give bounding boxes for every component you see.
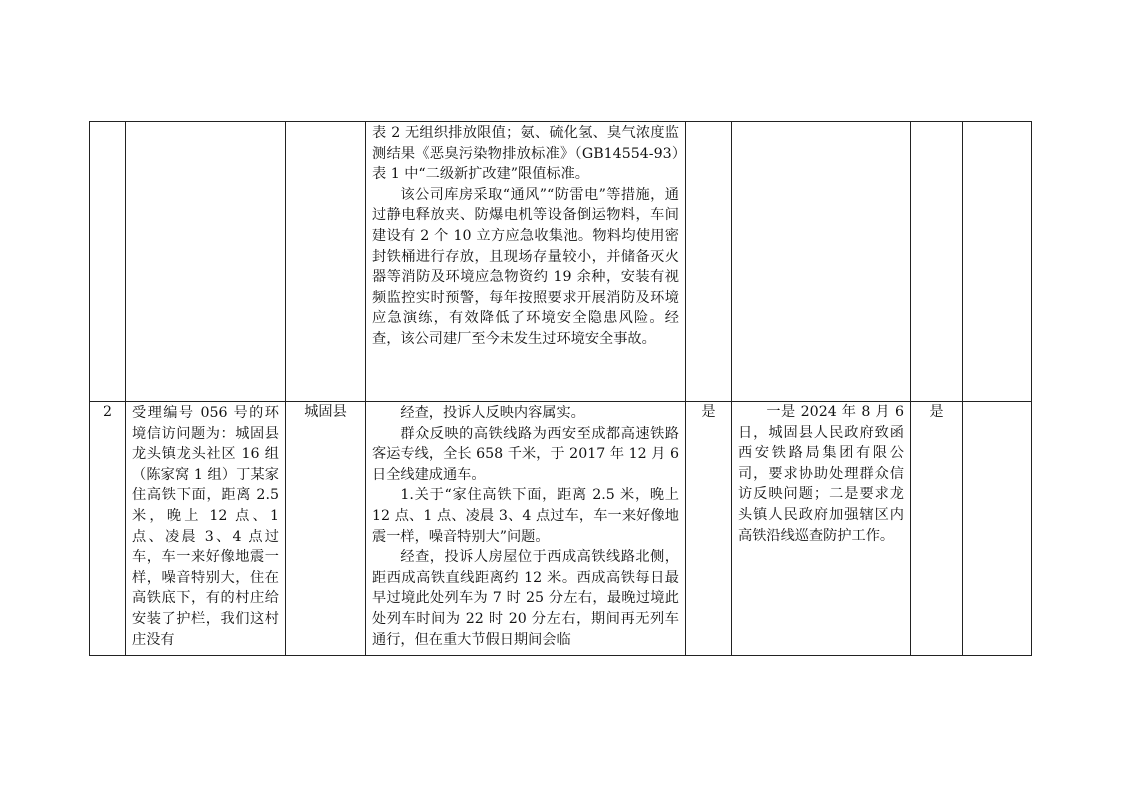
findings-paragraph: 该公司库房采取“通风”“防雷电”等措施，通过静电释放夹、防爆电机等设备倒运物料，车间建设有 2 个 10 立方应急收集池。物料均使用密封铁桶进行存放，且现场存量较小，并储备灭火器等消防及环境应急物资约 19 余种，安装有视频监控实时预警，每年按照要求开展消防及环境应急演练，有效降低了环境安全隐患风险。经查，该公司建厂至今未发生过环境安全事故。 bbox=[372, 186, 679, 347]
issue-text: 受理编号 056 号的环境信访问题为：城固县龙头镇龙头社区 16 组（陈家窝 1 组）丁某家住高铁下面，距离 2.5 米，晚上 12 点、1 点、凌晨 3、4 点过车，车一来好像地震一样，噪音特别大，住在高铁底下，有的村庄给安装了护栏，我们这村庄没有 bbox=[132, 405, 279, 648]
remark-cell bbox=[963, 122, 1032, 402]
remark-cell bbox=[963, 402, 1032, 656]
area-cell: 城固县 bbox=[286, 402, 366, 656]
complaint-table bbox=[89, 121, 1032, 656]
measures-cell bbox=[732, 122, 911, 402]
area-cell bbox=[286, 122, 366, 402]
findings-paragraph: 1.关于“家住高铁下面，距离 2.5 米，晚上 12 点、1 点、凌晨 3、4 点过车，车一来好像地震一样，噪音特别大”问题。 bbox=[372, 487, 679, 545]
findings-paragraph: 经查，投诉人房屋位于西成高铁线路北侧，距西成高铁直线距离约 12 米。西成高铁每日最早过境此处列车为 7 时 25 分左右，最晚过境此处列车时间为 22 时 20 分左右，期间再无列车通行，但在重大节假日期间会临 bbox=[372, 549, 679, 648]
findings-paragraph: 经查，投诉人反映内容属实。 bbox=[400, 405, 585, 421]
findings-cell bbox=[366, 402, 686, 656]
row-index-cell: 2 bbox=[90, 402, 126, 656]
findings-paragraph: 表 2 无组织排放限值；氨、硫化氢、臭气浓度监测结果《恶臭污染物排放标准》（GB14554-93）表 1 中“二级新扩改建”限值标准。 bbox=[372, 125, 679, 183]
verified-cell: 是 bbox=[686, 402, 732, 656]
row-index-cell bbox=[90, 122, 126, 402]
findings-cell bbox=[366, 122, 686, 402]
resolved-cell: 是 bbox=[911, 402, 963, 656]
issue-cell bbox=[126, 122, 286, 402]
findings-paragraph: 群众反映的高铁线路为西安至成都高速铁路客运专线，全长 658 千米，于 2017 年 12 月 6 日全线建成通车。 bbox=[372, 425, 679, 483]
measures-text: 一是 2024 年 8 月 6 日，城固县人民政府致函西安铁路局集团有限公司，要求协助处理群众信访反映问题；二是要求龙头镇人民政府加强辖区内高铁沿线巡查防护工作。 bbox=[738, 404, 904, 544]
measures-cell bbox=[732, 402, 911, 656]
resolved-cell bbox=[911, 122, 963, 402]
verified-cell bbox=[686, 122, 732, 402]
table-row bbox=[90, 402, 1032, 656]
table-row bbox=[90, 122, 1032, 402]
issue-cell bbox=[126, 402, 286, 656]
